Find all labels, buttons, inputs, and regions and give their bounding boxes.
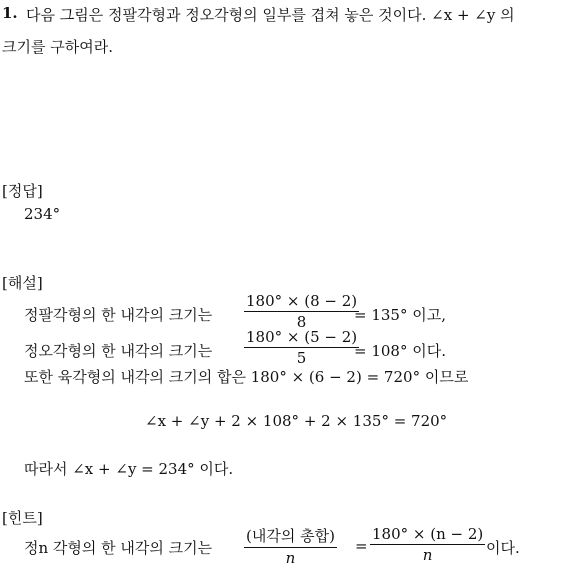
solution-row2-result: = 108° 이다. [354,342,446,360]
fraction-denominator: 8 [296,313,307,331]
fraction-denominator: n [285,549,296,567]
solution-row2-text: 정오각형의 한 내각의 크기는 [24,342,213,360]
fraction-numerator: 180° × (n − 2) [372,525,484,543]
hint-suffix: 이다. [486,539,520,557]
hint-equals: = [355,537,368,555]
solution-heading: [해설] [2,274,43,292]
fraction-bar [370,544,485,545]
solution-row3: 또한 육각형의 내각의 크기의 합은 180° × (6 − 2) = 720° 이므로 [24,368,469,386]
fraction-denominator: n [422,546,433,564]
problem-text-line2: 크기를 구하여라. [2,38,113,56]
problem-number: 1. [2,4,18,22]
answer-heading: [정답] [2,182,43,200]
solution-row1-fraction [244,292,359,331]
hint-heading: [힌트] [2,509,43,527]
solution-conclusion: 따라서 ∠x + ∠y = 234° 이다. [24,460,234,478]
solution-row2-fraction [244,328,359,367]
problem-text-line1: 다음 그림은 정팔각형과 정오각형의 일부를 겹쳐 놓은 것이다. ∠x + ∠y 의 [26,6,515,24]
fraction-bar [244,547,337,548]
fraction-bar [244,347,359,348]
answer-value: 234° [24,205,61,223]
solution-row1-result: = 135° 이고, [354,306,446,324]
solution-equation: ∠x + ∠y + 2 × 108° + 2 × 135° = 720° [145,412,448,430]
fraction-bar [244,311,359,312]
fraction-denominator: 5 [296,349,307,367]
solution-row1-text: 정팔각형의 한 내각의 크기는 [24,306,213,324]
hint-fraction-formula [370,525,485,564]
hint-text: 정n 각형의 한 내각의 크기는 [24,539,213,557]
fraction-numerator: 180° × (8 − 2) [246,292,358,310]
fraction-numerator: (내각의 총합) [246,527,335,545]
fraction-numerator: 180° × (5 − 2) [246,328,358,346]
